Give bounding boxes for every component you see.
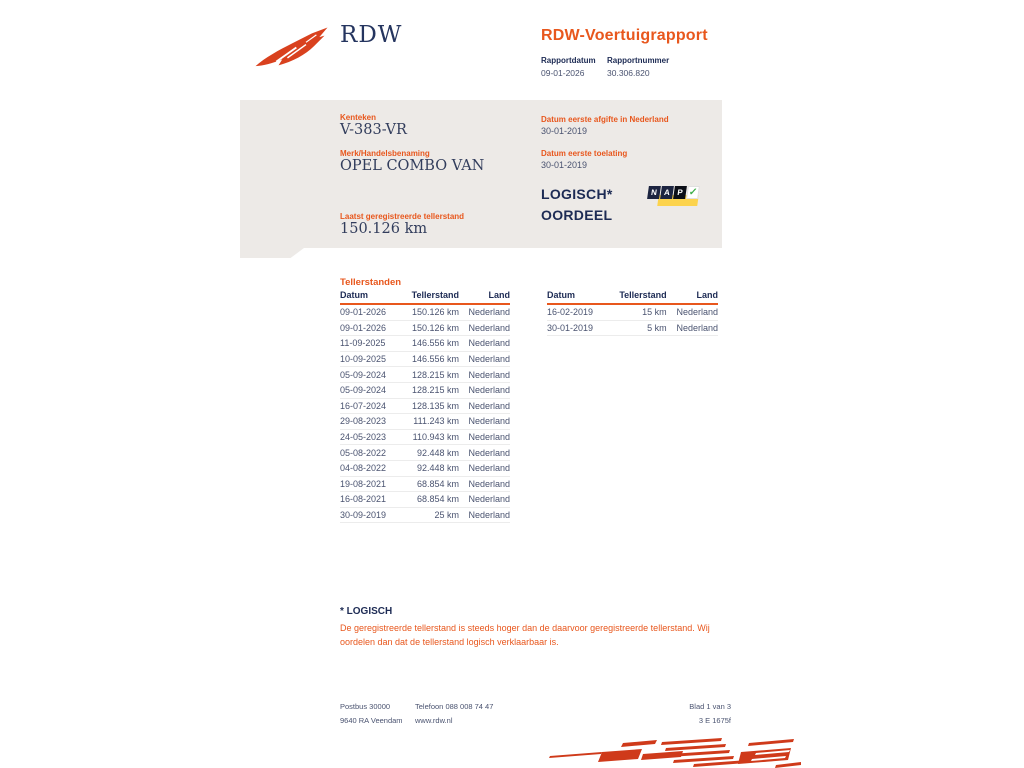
oordeel-line2: OORDEEL [541,207,613,223]
table-row [340,430,510,446]
page-title: RDW-Voertuigrapport [541,27,708,44]
footer-address-line2: 9640 RA Veendam [340,716,403,725]
logisch-explanation-title: * LOGISCH [340,606,393,617]
kenteken-label: Kenteken [340,113,377,122]
table-cell: 111.243 km [413,416,459,427]
header-datum: Datum [340,290,369,300]
header-land: Land [696,290,718,300]
merk-value: OPEL COMBO VAN [340,158,485,174]
table-cell: Nederland [468,322,510,333]
table-cell: Nederland [468,494,510,505]
table-cell: 16-08-2021 [340,494,387,505]
table-cell: 30-01-2019 [547,322,594,333]
table-row [340,367,510,383]
table-cell: Nederland [468,478,510,489]
table-header-row [340,290,510,305]
rdw-logo-text: RDW [340,22,403,48]
table-row [340,492,510,508]
header-tellerstand: Tellerstand [619,290,667,300]
eerste-afgifte-label: Datum eerste afgifte in Nederland [541,115,669,124]
oordeel-line1: LOGISCH* [541,186,613,202]
table-cell: 24-05-2023 [340,432,387,443]
table-cell: Nederland [468,385,510,396]
table-right-body [547,305,718,336]
footer-address-line1: Postbus 30000 [340,702,391,711]
table-row [340,477,510,493]
table-cell: 09-01-2026 [340,307,387,318]
table-row [547,321,718,337]
report-number-value: 30.306.820 [607,68,650,78]
table-cell: 16-07-2024 [340,400,387,411]
header-land: Land [488,290,510,300]
kenteken-value: V-383-VR [340,122,407,138]
table-row [340,336,510,352]
table-cell: Nederland [468,338,510,349]
nap-checkmark-icon: ✓ [688,187,698,198]
logisch-explanation-body: De geregistreerde tellerstand is steeds hoger dan de daarvoor geregistreerde tellerstand. Wij oordelen dan dat de tellerstand logisch verklaarbaar is. [340,623,710,647]
table-cell: 29-08-2023 [340,416,387,427]
table-cell: 19-08-2021 [340,478,387,489]
footer-page-number: Blad 1 van 3 [689,702,731,711]
report-number-label: Rapportnummer [607,56,670,65]
table-cell: 05-09-2024 [340,385,387,396]
table-row [340,383,510,399]
rdw-logo-bird-icon [253,26,333,72]
table-cell: 68.854 km [416,478,459,489]
table-cell: 5 km [647,322,667,333]
merk-label: Merk/Handelsbenaming [340,149,430,158]
table-row [340,305,510,321]
eerste-toelating-label: Datum eerste toelating [541,149,628,158]
odometer-table-left [340,290,510,523]
table-row [340,352,510,368]
table-cell: 128.135 km [411,400,459,411]
table-cell: 146.556 km [411,338,459,349]
nap-letter-n: N [647,186,661,199]
tellerstand-label: Laatst geregistreerde tellerstand [340,212,465,221]
table-cell: Nederland [468,416,510,427]
table-cell: 04-08-2022 [340,463,387,474]
table-cell: Nederland [468,432,510,443]
panel-corner-tab [240,248,304,258]
table-cell: Nederland [468,354,510,365]
nap-letter-a: A [660,186,674,199]
table-header-row [547,290,718,305]
table-cell: 68.854 km [416,494,459,505]
table-row [340,321,510,337]
footer-phone: Telefoon 088 008 74 47 [415,702,494,711]
table-cell: 150.126 km [411,322,459,333]
table-cell: 05-09-2024 [340,369,387,380]
report-date-label: Rapportdatum [541,56,596,65]
table-cell: Nederland [468,463,510,474]
table-cell: Nederland [676,322,718,333]
table-cell: Nederland [468,307,510,318]
header-tellerstand: Tellerstand [411,290,459,300]
table-cell: 92.448 km [416,463,459,474]
table-cell: Nederland [676,307,718,318]
table-row [340,445,510,461]
header-datum: Datum [547,290,576,300]
table-cell: Nederland [468,510,510,521]
table-row [340,461,510,477]
table-cell: 10-09-2025 [340,354,387,365]
table-row [340,399,510,415]
table-cell: 128.215 km [411,385,459,396]
table-cell: 11-09-2025 [340,338,386,349]
table-cell: 09-01-2026 [340,322,387,333]
table-cell: 110.943 km [412,432,459,443]
table-left-body [340,305,510,523]
table-cell: 16-02-2019 [547,307,594,318]
table-row [547,305,718,321]
tellerstanden-title: Tellerstanden [340,277,402,288]
table-row [340,414,510,430]
eerste-afgifte-value: 30-01-2019 [541,126,588,136]
table-cell: 128.215 km [411,369,459,380]
tellerstand-value: 150.126 km [340,221,428,237]
table-cell: 05-08-2022 [340,447,387,458]
odometer-table-right [547,290,718,336]
table-cell: 146.556 km [411,354,459,365]
table-cell: Nederland [468,447,510,458]
footer-website: www.rdw.nl [415,716,453,725]
table-cell: Nederland [468,400,510,411]
table-cell: 30-09-2019 [340,510,387,521]
table-cell: Nederland [468,369,510,380]
table-cell: 15 km [642,307,667,318]
table-cell: 92.448 km [416,447,459,458]
nap-logo [648,186,700,209]
nap-letter-p: P [673,186,687,199]
footer-form-code: 3 E 1675f [698,716,731,725]
table-cell: 150.126 km [411,307,459,318]
report-date-value: 09-01-2026 [541,68,585,78]
rdw-stripes-decoration-icon [543,737,801,768]
eerste-toelating-value: 30-01-2019 [541,160,588,170]
table-cell: 25 km [434,510,459,521]
table-row [340,508,510,524]
